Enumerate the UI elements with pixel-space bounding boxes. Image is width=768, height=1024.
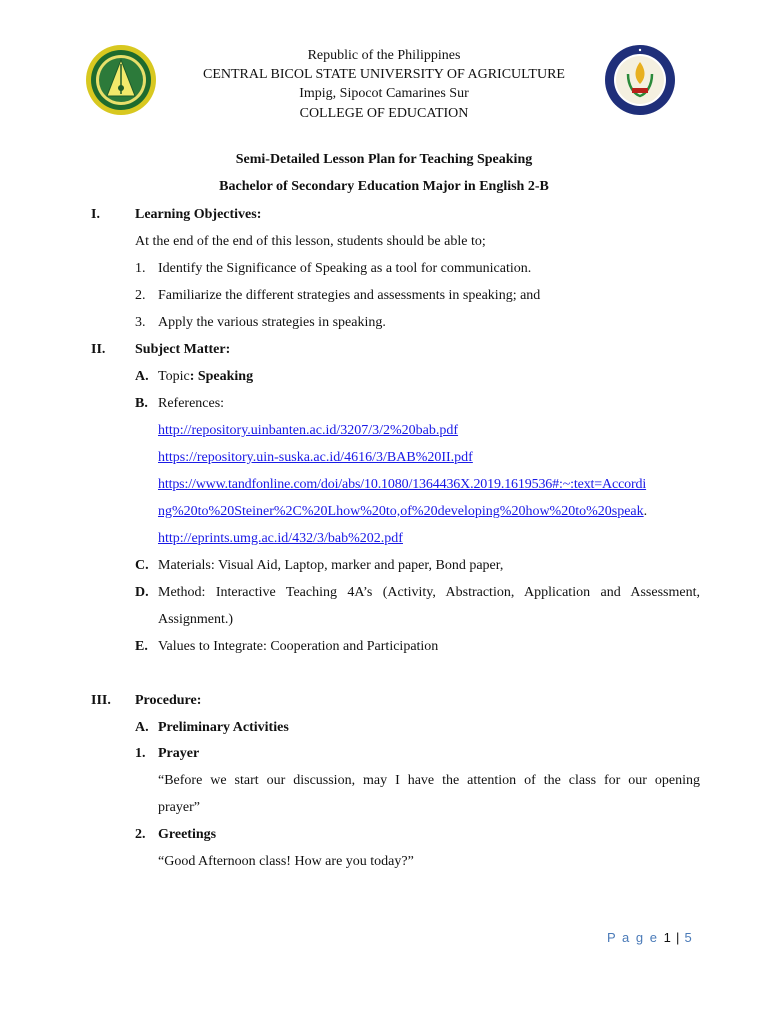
method-letter: D. [135, 585, 149, 600]
topic-line [158, 368, 253, 386]
section-3-numeral: III. [91, 693, 111, 708]
reference-link[interactable]: http://repository.uinbanten.ac.id/3207/3/2%20bab.pdf [158, 423, 459, 438]
reference-link[interactable]: http://eprints.umg.ac.id/432/3/bab%202.pdf [158, 531, 403, 546]
page-number-footer [607, 930, 693, 945]
method-text-continued: Assignment.) [158, 612, 234, 627]
objective-text: Familiarize the different strategies and assessments in speaking; and [158, 288, 541, 303]
preliminary-letter: A. [135, 720, 149, 735]
objective-number: 1. [135, 261, 146, 276]
header-republic: Republic of the Philippines [307, 48, 461, 63]
prayer-number: 1. [135, 746, 146, 761]
references-letter: B. [135, 396, 148, 411]
reference-link[interactable]: https://repository.uin-suska.ac.id/4616/3/BAB%20II.pdf [158, 450, 473, 465]
reference-link-period: . [643, 504, 648, 519]
header-address: Impig, Sipocot Camarines Sur [299, 86, 469, 101]
objective-text: Identify the Significance of Speaking as a tool for communication. [158, 261, 532, 276]
section-2-heading: Subject Matter: [135, 342, 231, 357]
values-letter: E. [135, 639, 148, 654]
section-3-heading: Procedure: [135, 693, 202, 708]
lesson-plan-subtitle: Bachelor of Secondary Education Major in English 2-B [219, 179, 549, 194]
page-current: 1 [663, 930, 671, 945]
topic-letter: A. [135, 369, 149, 384]
objective-number: 2. [135, 288, 146, 303]
section-1-heading: Learning Objectives: [135, 207, 262, 222]
reference-link[interactable]: ng%20to%20Steiner%2C%20Lhow%20to,of%20developing%20how%20to%20speak [158, 504, 644, 519]
section-1-numeral: I. [91, 207, 100, 222]
method-text: Method: Interactive Teaching 4A’s (Activity, Abstraction, Application and Assessment, [158, 585, 700, 600]
page-label: P a g e [607, 930, 659, 945]
values-text: Values to Integrate: Cooperation and Participation [158, 639, 439, 654]
objectives-intro: At the end of the end of this lesson, students should be able to; [135, 234, 486, 249]
prayer-text-continued: prayer” [158, 800, 200, 815]
header-college: COLLEGE OF EDUCATION [299, 106, 469, 121]
page-total: 5 [684, 930, 694, 945]
reference-link-continued [158, 503, 647, 521]
topic-value: : Speaking [189, 369, 254, 384]
preliminary-heading: Preliminary Activities [158, 720, 289, 735]
materials-letter: C. [135, 558, 149, 573]
greetings-heading: Greetings [158, 827, 217, 842]
objective-text: Apply the various strategies in speaking. [158, 315, 386, 330]
header-university-name: CENTRAL BICOL STATE UNIVERSITY OF AGRICULTURE [203, 67, 565, 82]
lesson-plan-title: Semi-Detailed Lesson Plan for Teaching Speaking [235, 152, 533, 167]
reference-link[interactable]: https://www.tandfonline.com/doi/abs/10.1080/1364436X.2019.1619536#:~:text=Accordi [158, 477, 647, 492]
prayer-heading: Prayer [158, 746, 200, 761]
references-label: References: [158, 396, 225, 411]
topic-label: Topic [158, 369, 190, 384]
greetings-number: 2. [135, 827, 146, 842]
greetings-text: “Good Afternoon class! How are you today?” [158, 854, 414, 869]
objective-number: 3. [135, 315, 146, 330]
materials-text: Materials: Visual Aid, Laptop, marker and paper, Bond paper, [158, 558, 504, 573]
prayer-text: “Before we start our discussion, may I have the attention of the class for our opening [158, 773, 700, 788]
page-separator: | [675, 930, 680, 945]
section-2-numeral: II. [91, 342, 106, 357]
